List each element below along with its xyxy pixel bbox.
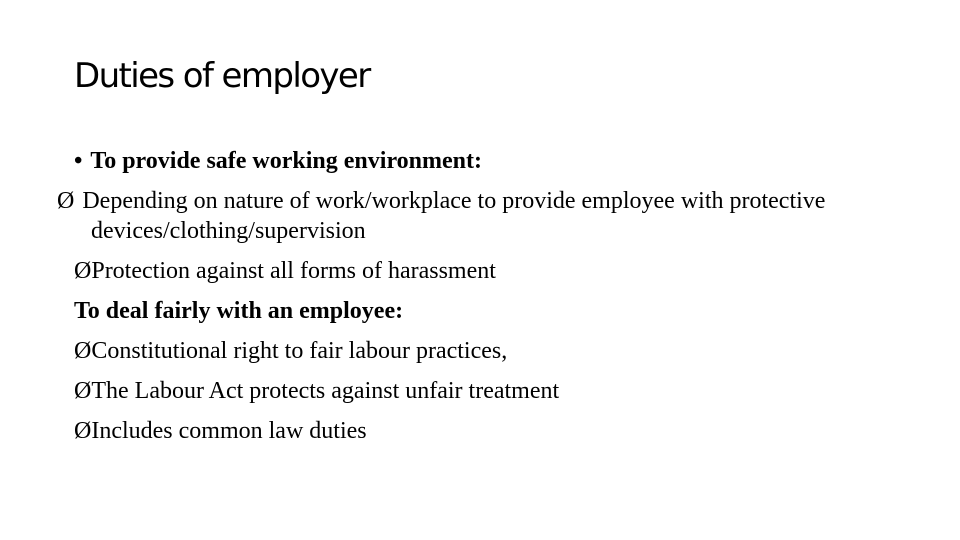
bullet-line-safe-environment bbox=[74, 146, 894, 176]
arrow-bullet-icon: Ø bbox=[74, 418, 92, 444]
line-text: The Labour Act protects against unfair treatment bbox=[91, 378, 560, 404]
bullet-line-harassment bbox=[74, 256, 894, 286]
bullet-line-protective-devices bbox=[57, 186, 894, 246]
slide-body bbox=[57, 146, 894, 456]
arrow-bullet-icon: Ø bbox=[74, 378, 92, 404]
slide-title: Duties of employer bbox=[74, 56, 370, 96]
heading-line-deal-fairly bbox=[74, 296, 894, 326]
line-text: To provide safe working environment: bbox=[90, 148, 482, 174]
line-text: Constitutional right to fair labour practices, bbox=[91, 338, 508, 364]
arrow-bullet-icon: Ø bbox=[74, 258, 92, 284]
line-text: Includes common law duties bbox=[91, 418, 367, 444]
line-text: To deal fairly with an employee: bbox=[74, 298, 404, 324]
bullet-line-labour-act bbox=[74, 376, 894, 406]
bullet-line-common-law bbox=[74, 416, 894, 446]
line-text: Depending on nature of work/workplace to provide employee with protective devices/clothing/supervision bbox=[82, 188, 826, 244]
arrow-bullet-icon: Ø bbox=[74, 338, 92, 364]
bullet-line-constitutional-right bbox=[74, 336, 894, 366]
line-text: Protection against all forms of harassment bbox=[91, 258, 496, 284]
round-bullet-icon: • bbox=[74, 148, 83, 174]
